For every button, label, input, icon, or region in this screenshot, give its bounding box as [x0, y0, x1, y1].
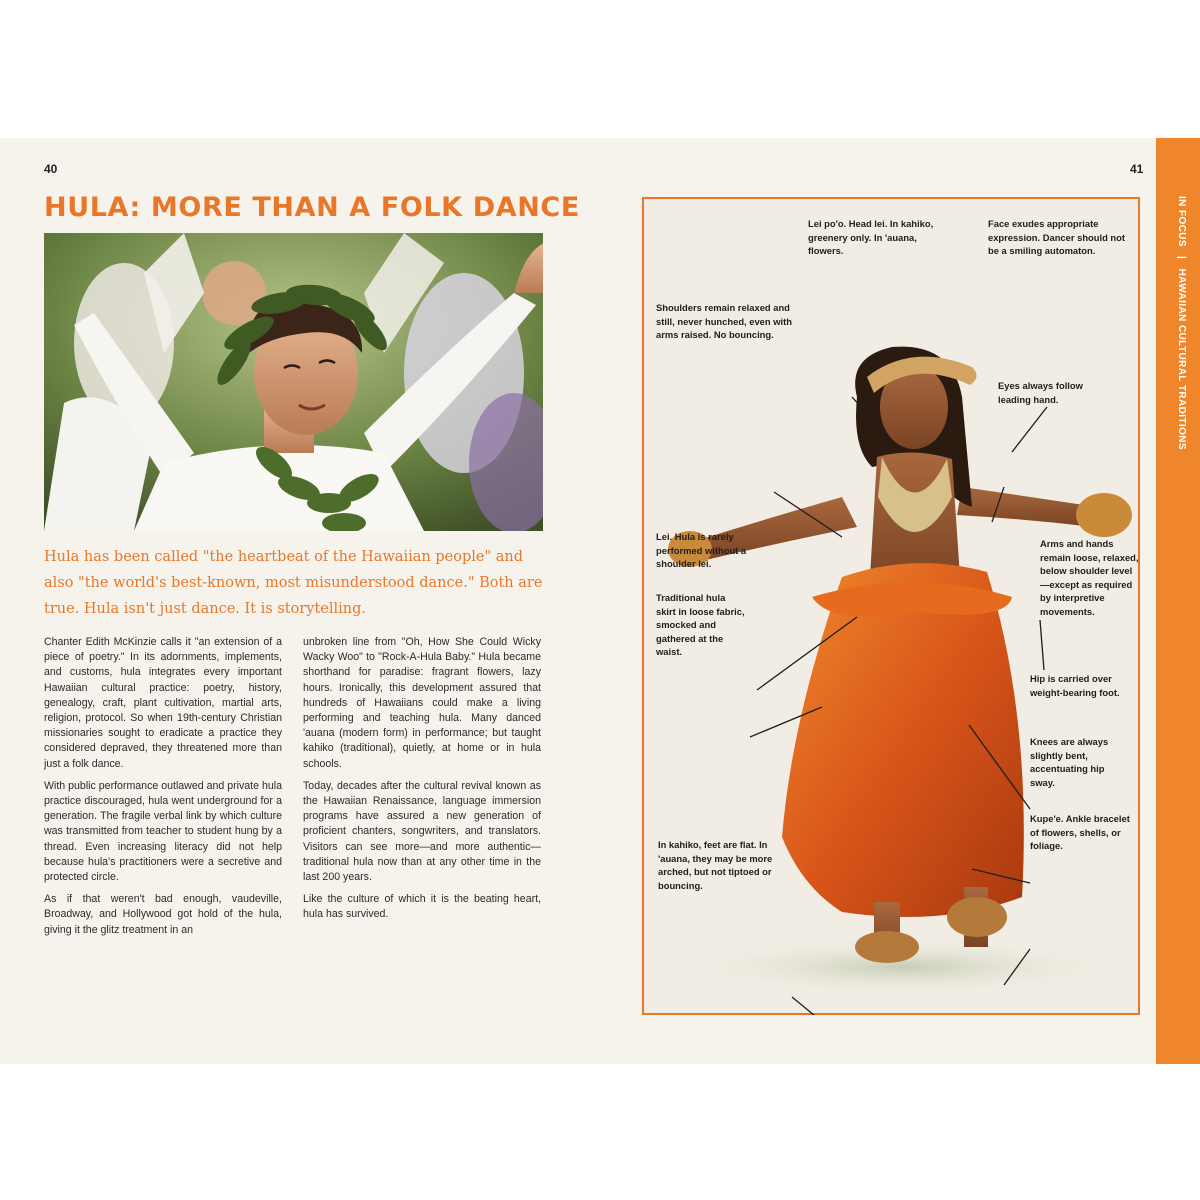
left-ankle-kupee — [855, 931, 919, 963]
right-arm — [957, 487, 1097, 527]
callout-skirt: Traditional hula skirt in loose fabric, smocked and gathered at the waist. — [656, 592, 745, 657]
callout-lei: Lei. Hula is rarely performed without a shoulder lei. — [656, 531, 747, 569]
pau-skirt — [782, 563, 1024, 917]
callout-knees: Knees are always slightly bent, accentuating hip sway. — [1030, 736, 1109, 788]
callout-face: Face exudes appropriate expression. Dancer should not be a smiling automaton. — [988, 218, 1126, 256]
body-paragraph: Chanter Edith McKinzie calls it "an extension of a piece of poetry." In its adornments, implements, and customs, hula integrates every important Hawaiian cultural practice: poetry, history, genealogy, craft, plant cultivation, martial arts, religion, protocol. So when 19th-century Christian missionaries sought to eradicate a practice they considered depraved, they threatened more than just a folk dance. — [44, 636, 282, 770]
callout-arms: Arms and hands remain loose, relaxed, below shoulder level—except as required by interpretive movements. — [1040, 538, 1139, 617]
callout-hip: Hip is carried over weight-bearing foot. — [1030, 673, 1120, 698]
hula-dancers-photo — [44, 233, 543, 531]
body-paragraph: unbroken line from "Oh, How She Could Wicky Wacky Woo" to "Rock-A-Hula Baby." Hula became shorthand for paradise: fragrant flowers, lazy hours. Ironically, this development assured that hundreds of Hawaiians could make a living performing and teaching hula. Many danced 'auana (modern form) in performance; but taught kahiko (traditional), quietly, at home or in hula schools. — [303, 636, 541, 770]
body-paragraph: As if that weren't bad enough, vaudeville, Broadway, and Hollywood got hold of the hula, giving it the glitz treatment in an — [44, 893, 282, 936]
callout-kupee: Kupe'e. Ankle bracelet of flowers, shells, or foliage. — [1030, 813, 1130, 851]
callout-feet: In kahiko, feet are flat. In 'auana, they may be more arched, but not tiptoed or bouncing. — [658, 839, 773, 891]
callout-eyes: Eyes always follow leading hand. — [998, 380, 1083, 405]
body-paragraph: With public performance outlawed and private hula practice discouraged, hula went underground for a generation. The fragile verbal link by which culture was transmitted from teacher to student hung by a thread. Even increasing literacy did not help because hula's practitioners were a secretive and protected circle. — [44, 779, 282, 884]
body-column-2 — [303, 635, 541, 930]
page-number-left: 40 — [44, 162, 58, 176]
body-paragraph: Today, decades after the cultural revival known as the Hawaiian Renaissance, language immersion programs have assured a new generation of proficient chanters, songwriters, and translators. Visitors can see more—and more authentic—traditional hula now than at any other time in the last 200 years. — [303, 779, 541, 884]
callout-lei-poo: Lei po'o. Head lei. In kahiko, greenery only. In 'auana, flowers. — [808, 218, 934, 256]
page-title: HULA: MORE THAN A FOLK DANCE — [44, 192, 580, 223]
right-ankle-kupee — [947, 897, 1007, 937]
side-tab-section: IN FOCUS — [1176, 196, 1187, 247]
body-column-1 — [44, 635, 282, 945]
right-wrist-lei — [1076, 493, 1132, 537]
side-tab-label — [1167, 196, 1187, 616]
side-tab-chapter: HAWAIIAN CULTURAL TRADITIONS — [1176, 268, 1187, 450]
photo-illustration — [44, 233, 543, 531]
book-spread — [0, 138, 1200, 1064]
body-paragraph: Like the culture of which it is the beating heart, hula has survived. — [303, 893, 541, 921]
side-tab-separator: | — [1176, 256, 1187, 260]
callout-shoulders: Shoulders remain relaxed and still, never hunched, even with arms raised. No bouncing. — [656, 302, 792, 340]
page-number-right: 41 — [1130, 162, 1144, 176]
lede-paragraph: Hula has been called "the heartbeat of the Hawaiian people" and also "the world's best-known, most misunderstood dance." Both are true. Hula isn't just dance. It is storytelling. — [44, 549, 543, 617]
